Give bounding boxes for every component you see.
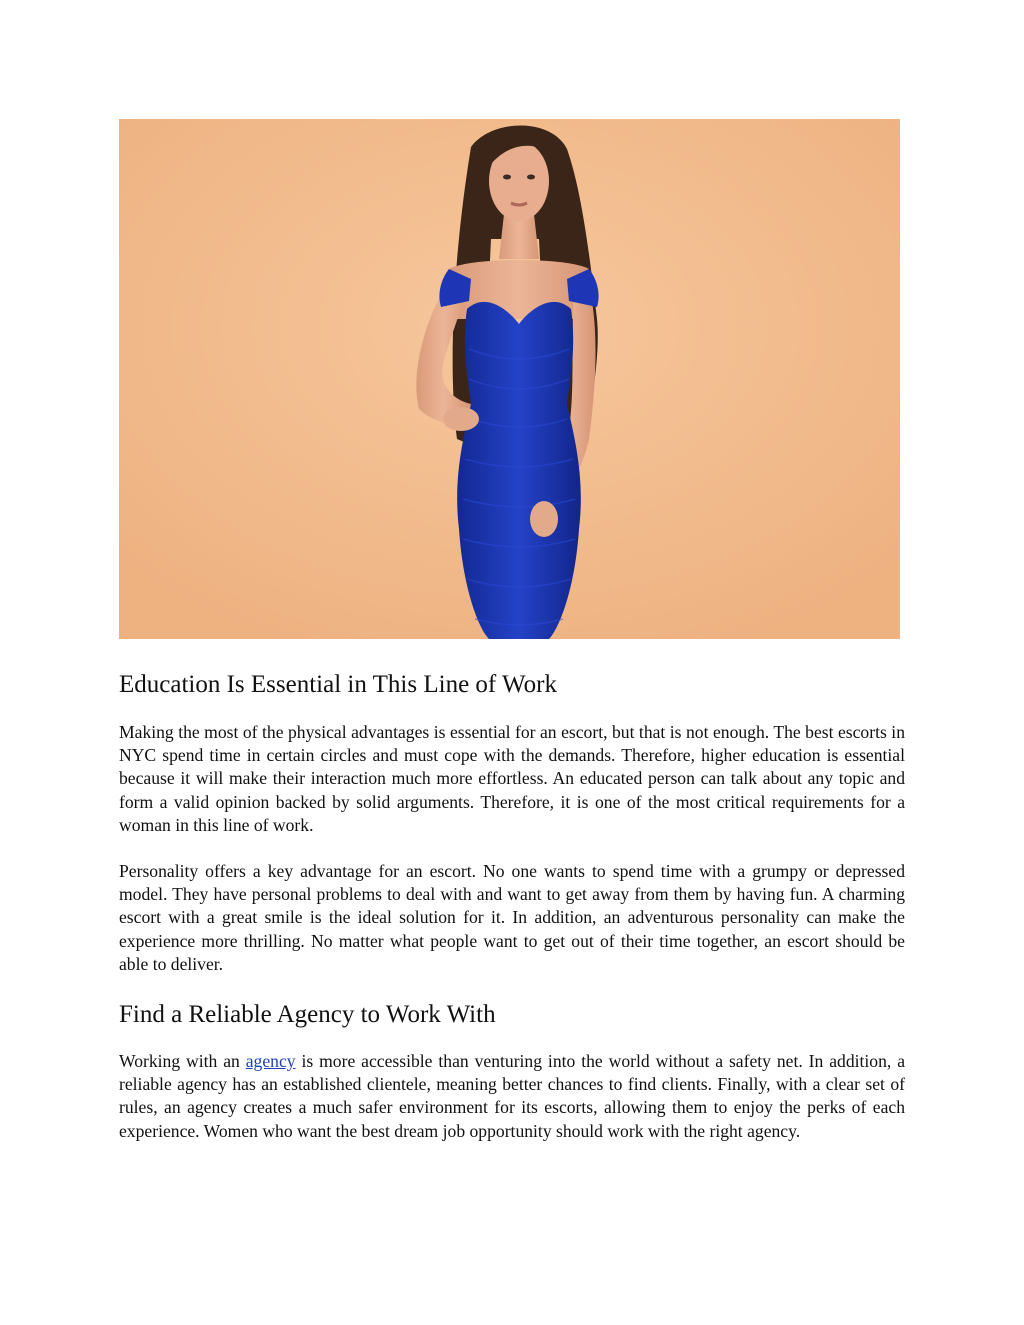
paragraph-education-physical: Making the most of the physical advantages is essential for an escort, but that is not enough. The best escorts in NYC spend time in certain circles and must cope with the demands. Therefore, higher education is essential because it will make their interaction much more effortless. An educated person can talk about any topic and form a valid opinion backed by solid arguments. Therefore, it is one of the most critical requirements for a woman in this line of work.	[119, 722, 905, 835]
agency-link[interactable]: agency	[245, 1051, 296, 1072]
paragraph-agency-trailing-text: is more accessible than venturing into the world without a safety net. In addition, a reliable agency has an established clientele, meaning better chances to find clients. Finally, with a clear set of rules, an agency creates a much safer environment for its escorts, allowing them to enjoy the perks of each experience. Women who want the best dream job opportunity should work with the right agency.	[119, 1051, 906, 1141]
section-heading-education: Education Is Essential in This Line of Work	[119, 671, 557, 698]
section-heading-agency: Find a Reliable Agency to Work With	[119, 1001, 496, 1029]
woman-in-blue-dress-illustration	[119, 119, 900, 639]
article-body	[119, 667, 905, 1143]
paragraph-agency-lead-text: Working with an	[119, 1051, 246, 1072]
paragraph-agency	[119, 1050, 905, 1143]
hero-photo	[119, 119, 900, 639]
paragraph-personality: Personality offers a key advantage for an escort. No one wants to spend time with a grumpy or depressed model. They have personal problems to deal with and want to get away from them by having fun. A charming escort with a great smile is the ideal solution for it. In addition, an adventurous personality can make the experience more thrilling. No matter what people want to get out of their time together, an escort should be able to deliver.	[119, 861, 905, 974]
